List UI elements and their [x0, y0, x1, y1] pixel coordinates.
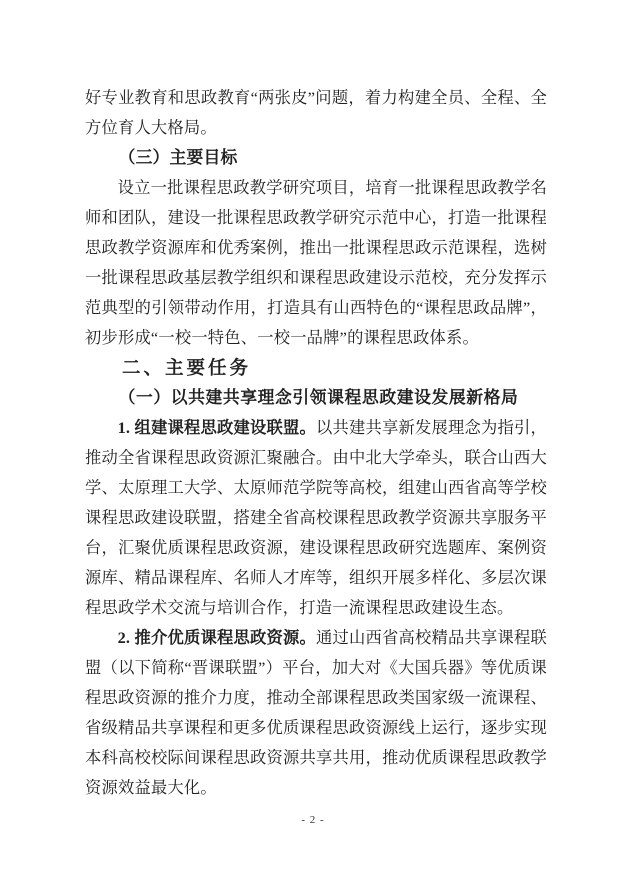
- paragraph-task-2: [85, 623, 547, 803]
- text-run: 以共建共享新发展理念为指引，推动全省课程思政资源汇聚融合。由中北大学牵头，联合山西大学、太原理工大学、太原师范学院等高校，组建山西省高等学校课程思政建设联盟，搭建全省高校课程思政教学资源共享服务平台，汇聚优质课程思政资源，建设课程思政研究选题库、案例资源库、精品课程库、名师人才库等，组织开展多样化、多层次课程思政学术交流与培训合作，打造一流课程思政建设生态。: [85, 418, 547, 617]
- heading-part-2-main-tasks: [85, 353, 547, 383]
- text-run: 通过山西省高校精品共享课程联盟（以下简称“晋课联盟”）平台，加大对《大国兵器》等优质课程思政资源的推介力度，推动全部课程思政类国家级一流课程、省级精品共享课程和更多优质课程思政资源线上运行，逐步实现本科高校校际间课程思政资源共享共用，推动优质课程思政教学资源效益最大化。: [85, 628, 547, 797]
- heading-section-3-main-goals: [85, 143, 547, 173]
- page-number: - 2 -: [301, 814, 325, 826]
- bold-text-run: （三）主要目标: [118, 148, 238, 167]
- bold-text-run: 2. 推介优质课程思政资源。: [117, 628, 316, 647]
- text-run: 设立一批课程思政教学研究项目，培育一批课程思政教学名师和团队，建设一批课程思政教学研究示范中心，打造一批课程思政教学资源库和优秀案例，推出一批课程思政示范课程，选树一批课程思政基层教学组织和课程思政建设示范校，充分发挥示范典型的引领带动作用，打造具有山西特色的“课程思政品牌”，初步形成“一校一特色、一校一品牌”的课程思政体系。: [85, 178, 547, 347]
- document-content: [85, 83, 547, 803]
- paragraph-carryover: [85, 83, 547, 143]
- paragraph-task-1: [85, 413, 547, 623]
- heading-task-group-1: [85, 383, 547, 413]
- text-run: 好专业教育和思政教育“两张皮”问题，着力构建全员、全程、全方位育人大格局。: [85, 88, 547, 137]
- bold-text-run: 1. 组建课程思政建设联盟。: [117, 418, 316, 437]
- bold-text-run: 二、主要任务: [122, 357, 252, 378]
- bold-text-run: （一）以共建共享理念引领课程思政建设发展新格局: [118, 388, 519, 407]
- paragraph-main-goals: [85, 173, 547, 353]
